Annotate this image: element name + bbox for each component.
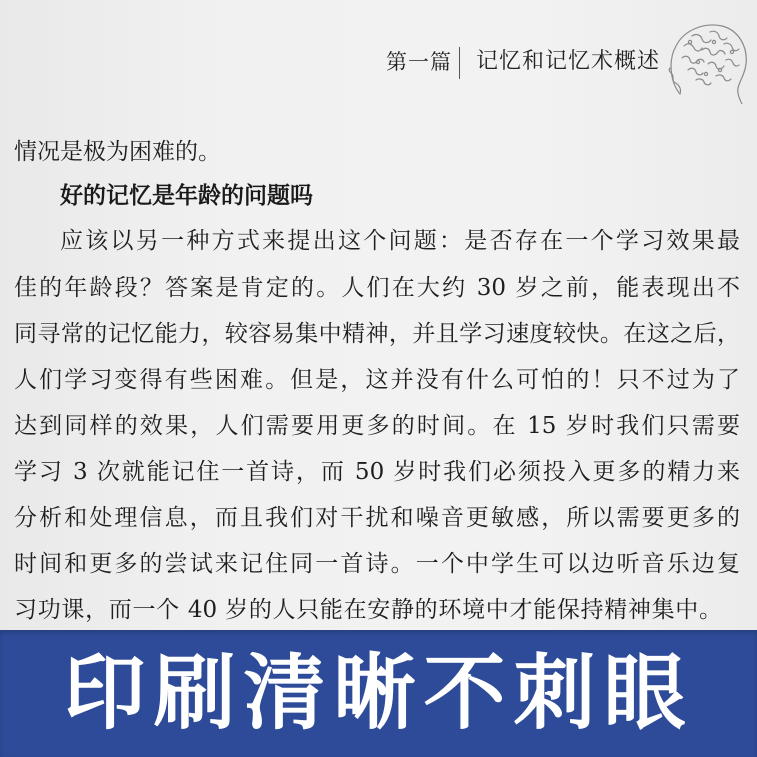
paragraph-line: 佳的年龄段？答案是肯定的。人们在大约 30 岁之前，能表现出不	[14, 275, 740, 301]
paragraph-line: 习功课，而一个 40 岁的人只能在安静的环境中才能保持精神集中。	[14, 597, 722, 623]
header-divider	[459, 47, 460, 79]
paragraph-line: 学习 3 次就能记住一首诗，而 50 岁时我们必须投入更多的精力来	[14, 459, 740, 485]
head-brain-illustration-icon	[662, 16, 750, 104]
paragraph-line: 同寻常的记忆能力，较容易集中精神，并且学习速度较快。在这之后，	[14, 321, 740, 347]
section-heading: 好的记忆是年龄的问题吗	[60, 183, 313, 209]
paragraph-line: 人们学习变得有些困难。但是，这并没有什么可怕的！只不过为了	[14, 367, 740, 393]
paragraph-line: 时间和更多的尝试来记住同一首诗。一个中学生可以边听音乐边复	[14, 551, 740, 577]
promo-banner	[0, 630, 757, 757]
chapter-title: 记忆和记忆术概述	[476, 49, 661, 74]
paragraph-line: 达到同样的效果，人们需要用更多的时间。在 15 岁时我们只需要	[14, 413, 740, 439]
banner-slogan: 印刷清晰不刺眼	[63, 648, 694, 739]
intro-line: 情况是极为困难的。	[14, 139, 221, 165]
paragraph-line: 应该以另一种方式来提出这个问题：是否存在一个学习效果最	[60, 228, 740, 254]
paragraph-line: 分析和处理信息，而且我们对干扰和噪音更敏感，所以需要更多的	[14, 505, 740, 531]
chapter-part-label: 第一篇	[386, 50, 452, 74]
